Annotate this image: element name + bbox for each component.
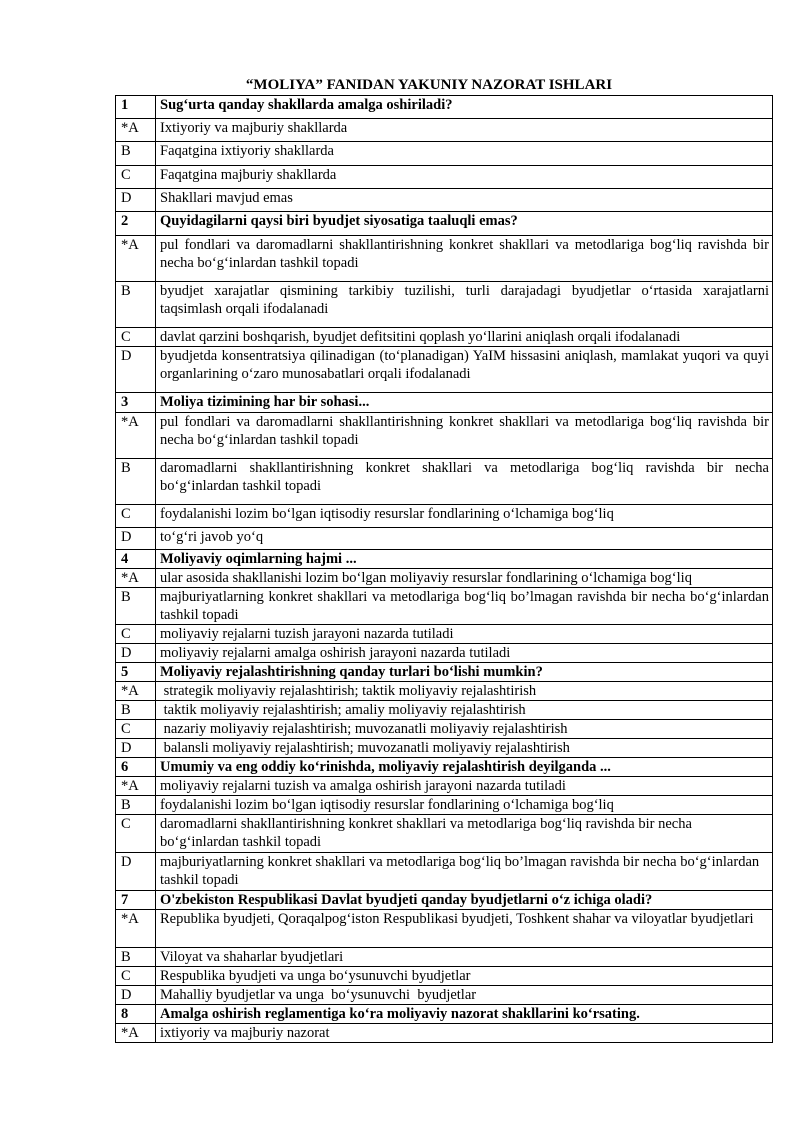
- option-row: [116, 739, 773, 758]
- option-row: [116, 166, 773, 189]
- option-row: [116, 682, 773, 701]
- option-row: [116, 282, 773, 328]
- option-label: D: [116, 189, 156, 212]
- option-label: *A: [116, 569, 156, 588]
- option-row: [116, 967, 773, 986]
- option-row: [116, 189, 773, 212]
- question-row: [116, 758, 773, 777]
- option-row: [116, 815, 773, 853]
- option-label: D: [116, 347, 156, 393]
- option-label: *A: [116, 910, 156, 948]
- question-text: Amalga oshirish reglamentiga ko‘ra moliyaviy nazorat shakllarini ko‘rsating.: [156, 1005, 773, 1024]
- option-row: [116, 528, 773, 550]
- option-label: C: [116, 166, 156, 189]
- option-row: [116, 236, 773, 282]
- option-label: *A: [116, 1024, 156, 1043]
- option-label: C: [116, 815, 156, 853]
- question-text: Moliyaviy rejalashtirishning qanday turlari bo‘lishi mumkin?: [156, 663, 773, 682]
- option-label: *A: [116, 236, 156, 282]
- option-row: [116, 142, 773, 166]
- question-row: [116, 891, 773, 910]
- question-number: 2: [116, 212, 156, 236]
- option-row: [116, 328, 773, 347]
- option-text: daromadlarni shakllantirishning konkret shakllari va metodlariga bog‘liq ravishda bir necha bo‘g‘inlardan tashkil topadi: [156, 459, 773, 505]
- option-text: Ixtiyoriy va majburiy shakllarda: [156, 119, 773, 142]
- option-label: B: [116, 282, 156, 328]
- question-number: 3: [116, 393, 156, 413]
- option-text: Faqatgina majburiy shakllarda: [156, 166, 773, 189]
- option-row: [116, 777, 773, 796]
- option-text: ular asosida shakllanishi lozim bo‘lgan moliyaviy resurslar fondlarining o‘lchamiga bog‘liq: [156, 569, 773, 588]
- question-number: 7: [116, 891, 156, 910]
- option-row: [116, 569, 773, 588]
- option-label: *A: [116, 119, 156, 142]
- question-number: 4: [116, 550, 156, 569]
- option-text: Respublika byudjeti va unga bo‘ysunuvchi byudjetlar: [156, 967, 773, 986]
- question-row: [116, 550, 773, 569]
- option-text: Shakllari mavjud emas: [156, 189, 773, 212]
- option-label: B: [116, 142, 156, 166]
- option-text: majburiyatlarning konkret shakllari va metodlariga bog‘liq bo’lmagan ravishda bir necha bo‘g‘inlardan tashkil topadi: [156, 853, 773, 891]
- option-row: [116, 948, 773, 967]
- question-text: Moliyaviy oqimlarning hajmi ...: [156, 550, 773, 569]
- option-label: *A: [116, 682, 156, 701]
- option-text: taktik moliyaviy rejalashtirish; amaliy moliyaviy rejalashtirish: [156, 701, 773, 720]
- document-title: “MOLIYA” FANIDAN YAKUNIY NAZORAT ISHLARI: [245, 77, 613, 93]
- option-text: moliyaviy rejalarni amalga oshirish jarayoni nazarda tutiladi: [156, 644, 773, 663]
- option-text: Viloyat va shaharlar byudjetlari: [156, 948, 773, 967]
- option-row: [116, 1024, 773, 1043]
- option-row: [116, 119, 773, 142]
- question-row: [116, 663, 773, 682]
- option-text: Mahalliy byudjetlar va unga bo‘ysunuvchi byudjetlar: [156, 986, 773, 1005]
- option-text: pul fondlari va daromadlarni shakllantirishning konkret shakllari va metodlariga bog‘liq ravishda bir necha bo‘g‘inlardan tashkil topadi: [156, 413, 773, 459]
- option-label: C: [116, 720, 156, 739]
- option-text: moliyaviy rejalarni tuzish va amalga oshirish jarayoni nazarda tutiladi: [156, 777, 773, 796]
- option-row: [116, 853, 773, 891]
- option-text: majburiyatlarning konkret shakllari va metodlariga bog‘liq bo’lmagan ravishda bir necha bo‘g‘inlardan tashkil topadi: [156, 588, 773, 625]
- option-text: nazariy moliyaviy rejalashtirish; muvozanatli moliyaviy rejalashtirish: [156, 720, 773, 739]
- option-text: balansli moliyaviy rejalashtirish; muvozanatli moliyaviy rejalashtirish: [156, 739, 773, 758]
- option-row: [116, 720, 773, 739]
- option-row: [116, 347, 773, 393]
- option-text: Republika byudjeti, Qoraqalpog‘iston Respublikasi byudjeti, Toshkent shahar va viloyatlar byudjetlari: [156, 910, 773, 948]
- quiz-table: [115, 95, 773, 1043]
- option-row: [116, 644, 773, 663]
- option-row: [116, 625, 773, 644]
- question-text: O'zbekiston Respublikasi Davlat byudjeti qanday byudjetlarni o‘z ichiga oladi?: [156, 891, 773, 910]
- option-row: [116, 588, 773, 625]
- option-text: davlat qarzini boshqarish, byudjet defitsitini qoplash yo‘llarini aniqlash orqali ifodalanadi: [156, 328, 773, 347]
- option-row: [116, 796, 773, 815]
- question-text: Sug‘urta qanday shakllarda amalga oshiriladi?: [156, 96, 773, 119]
- question-number: 5: [116, 663, 156, 682]
- option-label: B: [116, 459, 156, 505]
- option-text: byudjet xarajatlar qismining tarkibiy tuzilishi, turli darajadagi byudjetlar o‘rtasida xarajatlarni taqsimlash orqali ifodalanadi: [156, 282, 773, 328]
- option-row: [116, 505, 773, 528]
- question-text: Moliya tizimining har bir sohasi...: [156, 393, 773, 413]
- option-label: C: [116, 625, 156, 644]
- question-row: [116, 393, 773, 413]
- option-label: *A: [116, 413, 156, 459]
- option-text: to‘g‘ri javob yo‘q: [156, 528, 773, 550]
- question-number: 8: [116, 1005, 156, 1024]
- question-row: [116, 1005, 773, 1024]
- option-label: C: [116, 328, 156, 347]
- option-text: foydalanishi lozim bo‘lgan iqtisodiy resurslar fondlarining o‘lchamiga bog‘liq: [156, 505, 773, 528]
- option-text: moliyaviy rejalarni tuzish jarayoni nazarda tutiladi: [156, 625, 773, 644]
- option-row: [116, 986, 773, 1005]
- option-label: D: [116, 528, 156, 550]
- question-number: 1: [116, 96, 156, 119]
- option-label: B: [116, 796, 156, 815]
- option-text: pul fondlari va daromadlarni shakllantirishning konkret shakllari va metodlariga bog‘liq ravishda bir necha bo‘g‘inlardan tashkil topadi: [156, 236, 773, 282]
- option-text: byudjetda konsentratsiya qilinadigan (to‘planadigan) YaIM hissasini aniqlash, mamlakat yuqori va quyi organlarining o‘zaro munosabatlari orqali ifodalanadi: [156, 347, 773, 393]
- option-label: B: [116, 948, 156, 967]
- option-label: D: [116, 644, 156, 663]
- option-label: D: [116, 853, 156, 891]
- question-text: Umumiy va eng oddiy ko‘rinishda, moliyaviy rejalashtirish deyilganda ...: [156, 758, 773, 777]
- option-text: Faqatgina ixtiyoriy shakllarda: [156, 142, 773, 166]
- option-row: [116, 701, 773, 720]
- option-text: daromadlarni shakllantirishning konkret shakllari va metodlariga bog‘liq ravishda bir necha bo‘g‘inlardan tashkil topadi: [156, 815, 773, 853]
- question-row: [116, 96, 773, 119]
- option-text: foydalanishi lozim bo‘lgan iqtisodiy resurslar fondlarining o‘lchamiga bog‘liq: [156, 796, 773, 815]
- option-row: [116, 910, 773, 948]
- option-label: C: [116, 505, 156, 528]
- option-label: D: [116, 986, 156, 1005]
- question-text: Quyidagilarni qaysi biri byudjet siyosatiga taaluqli emas?: [156, 212, 773, 236]
- option-row: [116, 413, 773, 459]
- option-label: *A: [116, 777, 156, 796]
- option-row: [116, 459, 773, 505]
- option-text: ixtiyoriy va majburiy nazorat: [156, 1024, 773, 1043]
- option-label: D: [116, 739, 156, 758]
- option-label: B: [116, 701, 156, 720]
- question-row: [116, 212, 773, 236]
- option-label: C: [116, 967, 156, 986]
- option-label: B: [116, 588, 156, 625]
- question-number: 6: [116, 758, 156, 777]
- option-text: strategik moliyaviy rejalashtirish; taktik moliyaviy rejalashtirish: [156, 682, 773, 701]
